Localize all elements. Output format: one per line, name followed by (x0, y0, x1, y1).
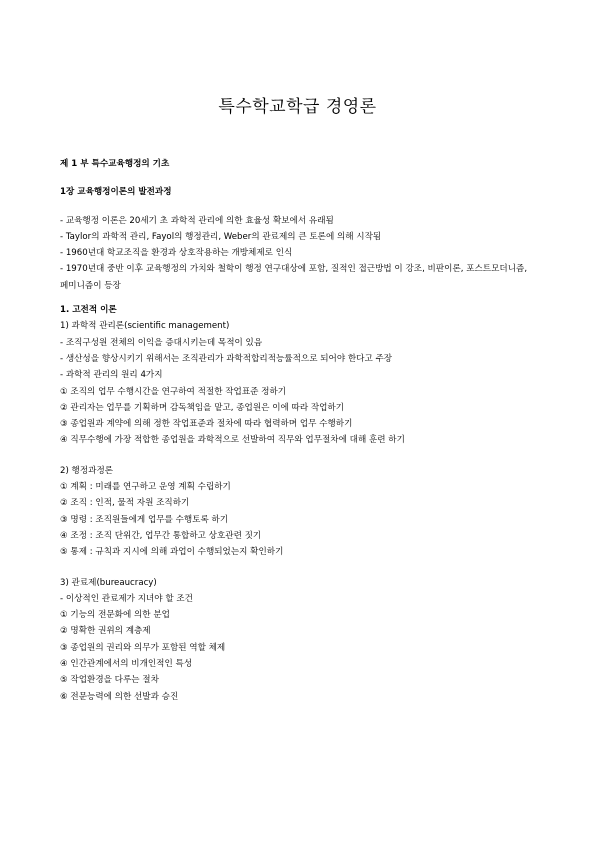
list-item: - 생산성을 향상시키기 위해서는 조직관리가 과학적합리적능률적으로 되어야 한다고 주장 (60, 353, 393, 364)
list-item: - Taylor의 과학적 관리, Fayol의 행정관리, Weber의 관료제의 큰 토론에 의해 시작됨 (60, 231, 382, 242)
list-item: ② 관리자는 업무를 기획하며 감독책임을 맡고, 종업원은 이에 따라 작업하기 (60, 402, 345, 413)
intro-list (60, 213, 530, 294)
subsection-heading: 1) 과학적 관리론(scientific management) (60, 321, 230, 332)
list-item: ④ 조정 : 조직 단위간, 업무간 통합하고 상호관련 짓기 (60, 530, 262, 541)
list-item: ① 조직의 업무 수행시간을 연구하여 적절한 작업표준 정하기 (60, 386, 287, 397)
list-item: ⑤ 통제 : 규칙과 지시에 의해 과업이 수행되었는지 확인하기 (60, 547, 284, 558)
list-item: ③ 종업원과 계약에 의해 정한 작업표준과 절차에 따라 협력하며 업무 수행하기 (60, 419, 353, 430)
list-item: - 1970년대 중반 이후 교육행정의 가치와 철학이 행정 연구대상에 포함, 질적인 접근방법 이 강조, 비판이론, 포스트모더니즘, 페미니즘이 등장 (60, 264, 528, 291)
document-title: 특수학교학급 경영론 (218, 97, 377, 117)
list-item: ④ 인간관계에서의 비개인적인 특성 (60, 659, 193, 670)
scientific-management-list (60, 335, 530, 449)
chapter-heading: 1장 교육행정이론의 발전과정 (60, 187, 172, 198)
list-item: ⑤ 작업환경을 다루는 절차 (60, 675, 159, 686)
document-body (60, 156, 530, 705)
list-item: - 1960년대 학교조직을 환경과 상호작용하는 개방체제로 인식 (60, 248, 293, 259)
list-item: ② 명확한 권위의 계층제 (60, 626, 151, 637)
list-item: ② 조직 : 인적, 물적 자원 조직하기 (60, 498, 190, 509)
list-item: ③ 명령 : 조직원들에게 업무를 수행토록 하기 (60, 514, 229, 525)
part-heading: 제 1 부 특수교육행정의 기초 (60, 159, 170, 169)
list-item: ④ 직무수행에 가장 적합한 종업원을 과학적으로 선발하여 직무와 업무절차에 대해 훈련 하기 (60, 435, 405, 446)
administrative-process-list (60, 479, 530, 560)
list-item: - 이상적인 관료제가 지녀야 할 조건 (60, 593, 193, 604)
list-item: - 교육행정 이론은 20세기 초 과학적 관리에 의한 효율성 확보에서 유래됨 (60, 215, 334, 226)
bureaucracy-list (60, 591, 530, 705)
list-item: ③ 종업원의 권리와 의무가 포함된 역할 체제 (60, 642, 226, 653)
subsection-heading: 3) 관료제(bureaucracy) (60, 577, 157, 588)
list-item: - 과학적 관리의 원리 4가지 (60, 370, 163, 381)
list-item: ① 기능의 전문화에 의한 분업 (60, 610, 170, 621)
list-item: - 조직구성원 전체의 이익을 증대시키는데 목적이 있음 (60, 337, 263, 348)
subsection-heading: 2) 행정과정론 (60, 465, 114, 476)
list-item: ⑥ 전문능력에 의한 선발과 승진 (60, 691, 179, 702)
list-item: ① 계획 : 미래를 연구하고 운영 계획 수립하기 (60, 482, 231, 493)
section-heading: 1. 고전적 이론 (60, 305, 117, 316)
